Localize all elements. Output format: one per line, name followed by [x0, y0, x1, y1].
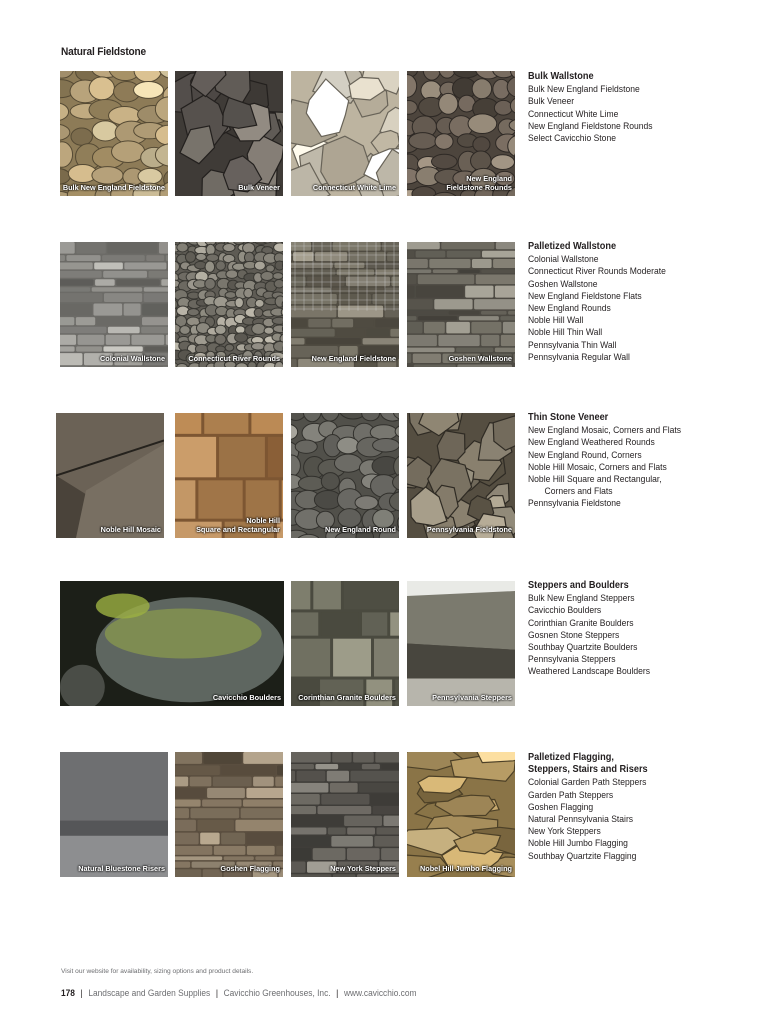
product-item: Noble Hill Mosaic, Corners and Flats — [528, 461, 667, 472]
stone-photo — [60, 752, 168, 877]
product-item: New England Fieldstone Rounds — [528, 120, 653, 131]
photo-caption: Goshen Flagging — [220, 864, 280, 873]
photo-caption: New England Fieldstone — [311, 354, 396, 363]
page-footer — [61, 988, 417, 998]
stone-photo — [407, 581, 515, 706]
section-heading: Thin Stone Veneer — [528, 412, 609, 423]
section-heading: Steppers and Boulders — [528, 580, 629, 591]
product-item: Weathered Landscape Boulders — [528, 666, 651, 677]
photo-caption: Pennsylvania Steppers — [432, 693, 512, 702]
photo-caption: Bulk Veneer — [238, 183, 280, 192]
product-item: Bulk Veneer — [528, 96, 575, 107]
product-item: Select Cavicchio Stone — [528, 133, 616, 144]
stone-photo — [407, 752, 515, 877]
stone-photo — [291, 242, 399, 367]
photo-connecticut-river-rounds — [175, 242, 283, 367]
photo-caption: Corinthian Granite Boulders — [298, 693, 396, 702]
photo-caption: Natural Bluestone Risers — [78, 864, 165, 873]
stone-photo — [56, 413, 164, 538]
stone-photo — [175, 752, 283, 877]
photo-corinthian-granite-boulders — [291, 581, 399, 706]
product-item: Noble Hill Wall — [528, 315, 584, 326]
photo-caption: Cavicchio Boulders — [212, 693, 281, 702]
photo-caption: Nobel Hill Jumbo Flagging — [419, 864, 512, 873]
product-item: Cavicchio Boulders — [528, 605, 602, 616]
stone-photo — [291, 752, 399, 877]
photo-caption: New England Round — [325, 525, 396, 534]
photo-colonial-wallstone — [60, 242, 168, 367]
footer-separator: | — [80, 988, 83, 998]
product-item: New England Fieldstone Flats — [528, 290, 642, 301]
stone-photo — [291, 71, 399, 196]
stone-photo — [407, 413, 515, 538]
sidebar-thin-stone-veneer — [528, 412, 721, 510]
sidebar-steppers-and-boulders — [528, 580, 721, 678]
section-heading: Bulk Wallstone — [528, 71, 594, 82]
photo-bulk-veneer — [175, 71, 283, 196]
product-item: Pennsylvania Regular Wall — [528, 351, 630, 362]
page-title: Natural Fieldstone — [61, 46, 146, 58]
product-item: Colonial Wallstone — [528, 254, 599, 265]
product-item: Southbay Quartzite Boulders — [528, 642, 638, 653]
product-item: Colonial Garden Path Steppers — [528, 777, 647, 788]
photo-new-england-fieldstone — [291, 242, 399, 367]
photo-new-england-fieldstone-rounds — [407, 71, 515, 196]
footer-category: Landscape and Garden Supplies — [88, 988, 211, 998]
stone-photo — [291, 413, 399, 538]
photo-caption: Bulk New England Fieldstone — [62, 183, 165, 192]
sidebar-palletized-wallstone — [528, 241, 721, 363]
stone-photo — [60, 581, 284, 706]
sidebar-palletized-flagging — [528, 752, 721, 862]
photo-caption: Noble Hill Mosaic — [100, 525, 161, 534]
product-item: Noble Hill Jumbo Flagging — [528, 838, 628, 849]
photo-caption: Goshen Wallstone — [448, 354, 512, 363]
photo-caption: New England Fieldstone Rounds — [446, 174, 512, 192]
page-number: 178 — [61, 988, 75, 998]
product-item: Pennsylvania Steppers — [528, 654, 616, 665]
stone-photo — [60, 242, 168, 367]
photo-nobel-hill-jumbo-flagging — [407, 752, 515, 877]
photo-bulk-new-england-fieldstone — [60, 71, 168, 196]
product-item: Corners and Flats — [544, 486, 613, 497]
footer-website-link[interactable]: www.cavicchio.com — [343, 988, 417, 998]
product-item: New England Round, Corners — [528, 449, 642, 460]
product-item: Noble Hill Thin Wall — [528, 327, 603, 338]
product-item: Bulk New England Steppers — [528, 593, 635, 604]
product-item: Pennsylvania Thin Wall — [528, 339, 617, 350]
product-item: Bulk New England Fieldstone — [528, 84, 640, 95]
photo-caption: Pennsylvania Fieldstone — [426, 525, 512, 534]
footer-company: Cavicchio Greenhouses, Inc. — [223, 988, 331, 998]
photo-new-york-steppers — [291, 752, 399, 877]
product-item: Connecticut White Lime — [528, 108, 619, 119]
product-item: Connecticut River Rounds Moderate — [528, 266, 666, 277]
photo-caption: Connecticut White Lime — [312, 183, 396, 192]
photo-noble-hill-square-and-rectangular — [175, 413, 283, 538]
photo-goshen-flagging — [175, 752, 283, 877]
product-item: Goshen Wallstone — [528, 278, 598, 289]
photo-connecticut-white-lime — [291, 71, 399, 196]
product-item: Natural Pennsylvania Stairs — [528, 814, 634, 825]
footer-separator: | — [336, 988, 339, 998]
stone-photo — [175, 71, 283, 196]
photo-noble-hill-mosaic — [56, 413, 164, 538]
product-item: Pennsylvania Fieldstone — [528, 498, 621, 509]
product-item: Garden Path Steppers — [528, 789, 614, 800]
photo-natural-bluestone-risers — [60, 752, 168, 877]
photo-cavicchio-boulders — [60, 581, 284, 706]
section-heading: Palletized Wallstone — [528, 241, 617, 252]
footnote: Visit our website for availability, sizing options and product details. — [61, 968, 254, 975]
product-item: Goshen Flagging — [528, 801, 594, 812]
footer-separator: | — [215, 988, 219, 998]
section-heading: Palletized Flagging, Steppers, Stairs and Risers — [528, 752, 648, 776]
photo-caption: New York Steppers — [330, 864, 396, 873]
sidebar-bulk-wallstone — [528, 71, 721, 144]
photo-goshen-wallstone — [407, 242, 515, 367]
photo-caption: Noble Hill Square and Rectangular — [196, 516, 280, 534]
product-item: New England Rounds — [528, 303, 611, 314]
stone-photo — [291, 581, 399, 706]
photo-pennsylvania-fieldstone — [407, 413, 515, 538]
product-item: Corinthian Granite Boulders — [528, 617, 634, 628]
photo-new-england-round — [291, 413, 399, 538]
photo-caption: Colonial Wallstone — [100, 354, 165, 363]
product-item: Gosnen Stone Steppers — [528, 629, 620, 640]
product-item: Noble Hill Square and Rectangular, — [528, 474, 662, 485]
photo-caption: Connecticut River Rounds — [188, 354, 280, 363]
product-item: Southbay Quartzite Flagging — [528, 850, 637, 861]
product-item: New England Weathered Rounds — [528, 437, 655, 448]
product-item: New England Mosaic, Corners and Flats — [528, 425, 682, 436]
stone-photo — [175, 242, 283, 367]
stone-photo — [60, 71, 168, 196]
product-item: New York Steppers — [528, 826, 601, 837]
stone-photo — [407, 242, 515, 367]
photo-pennsylvania-steppers — [407, 581, 515, 706]
